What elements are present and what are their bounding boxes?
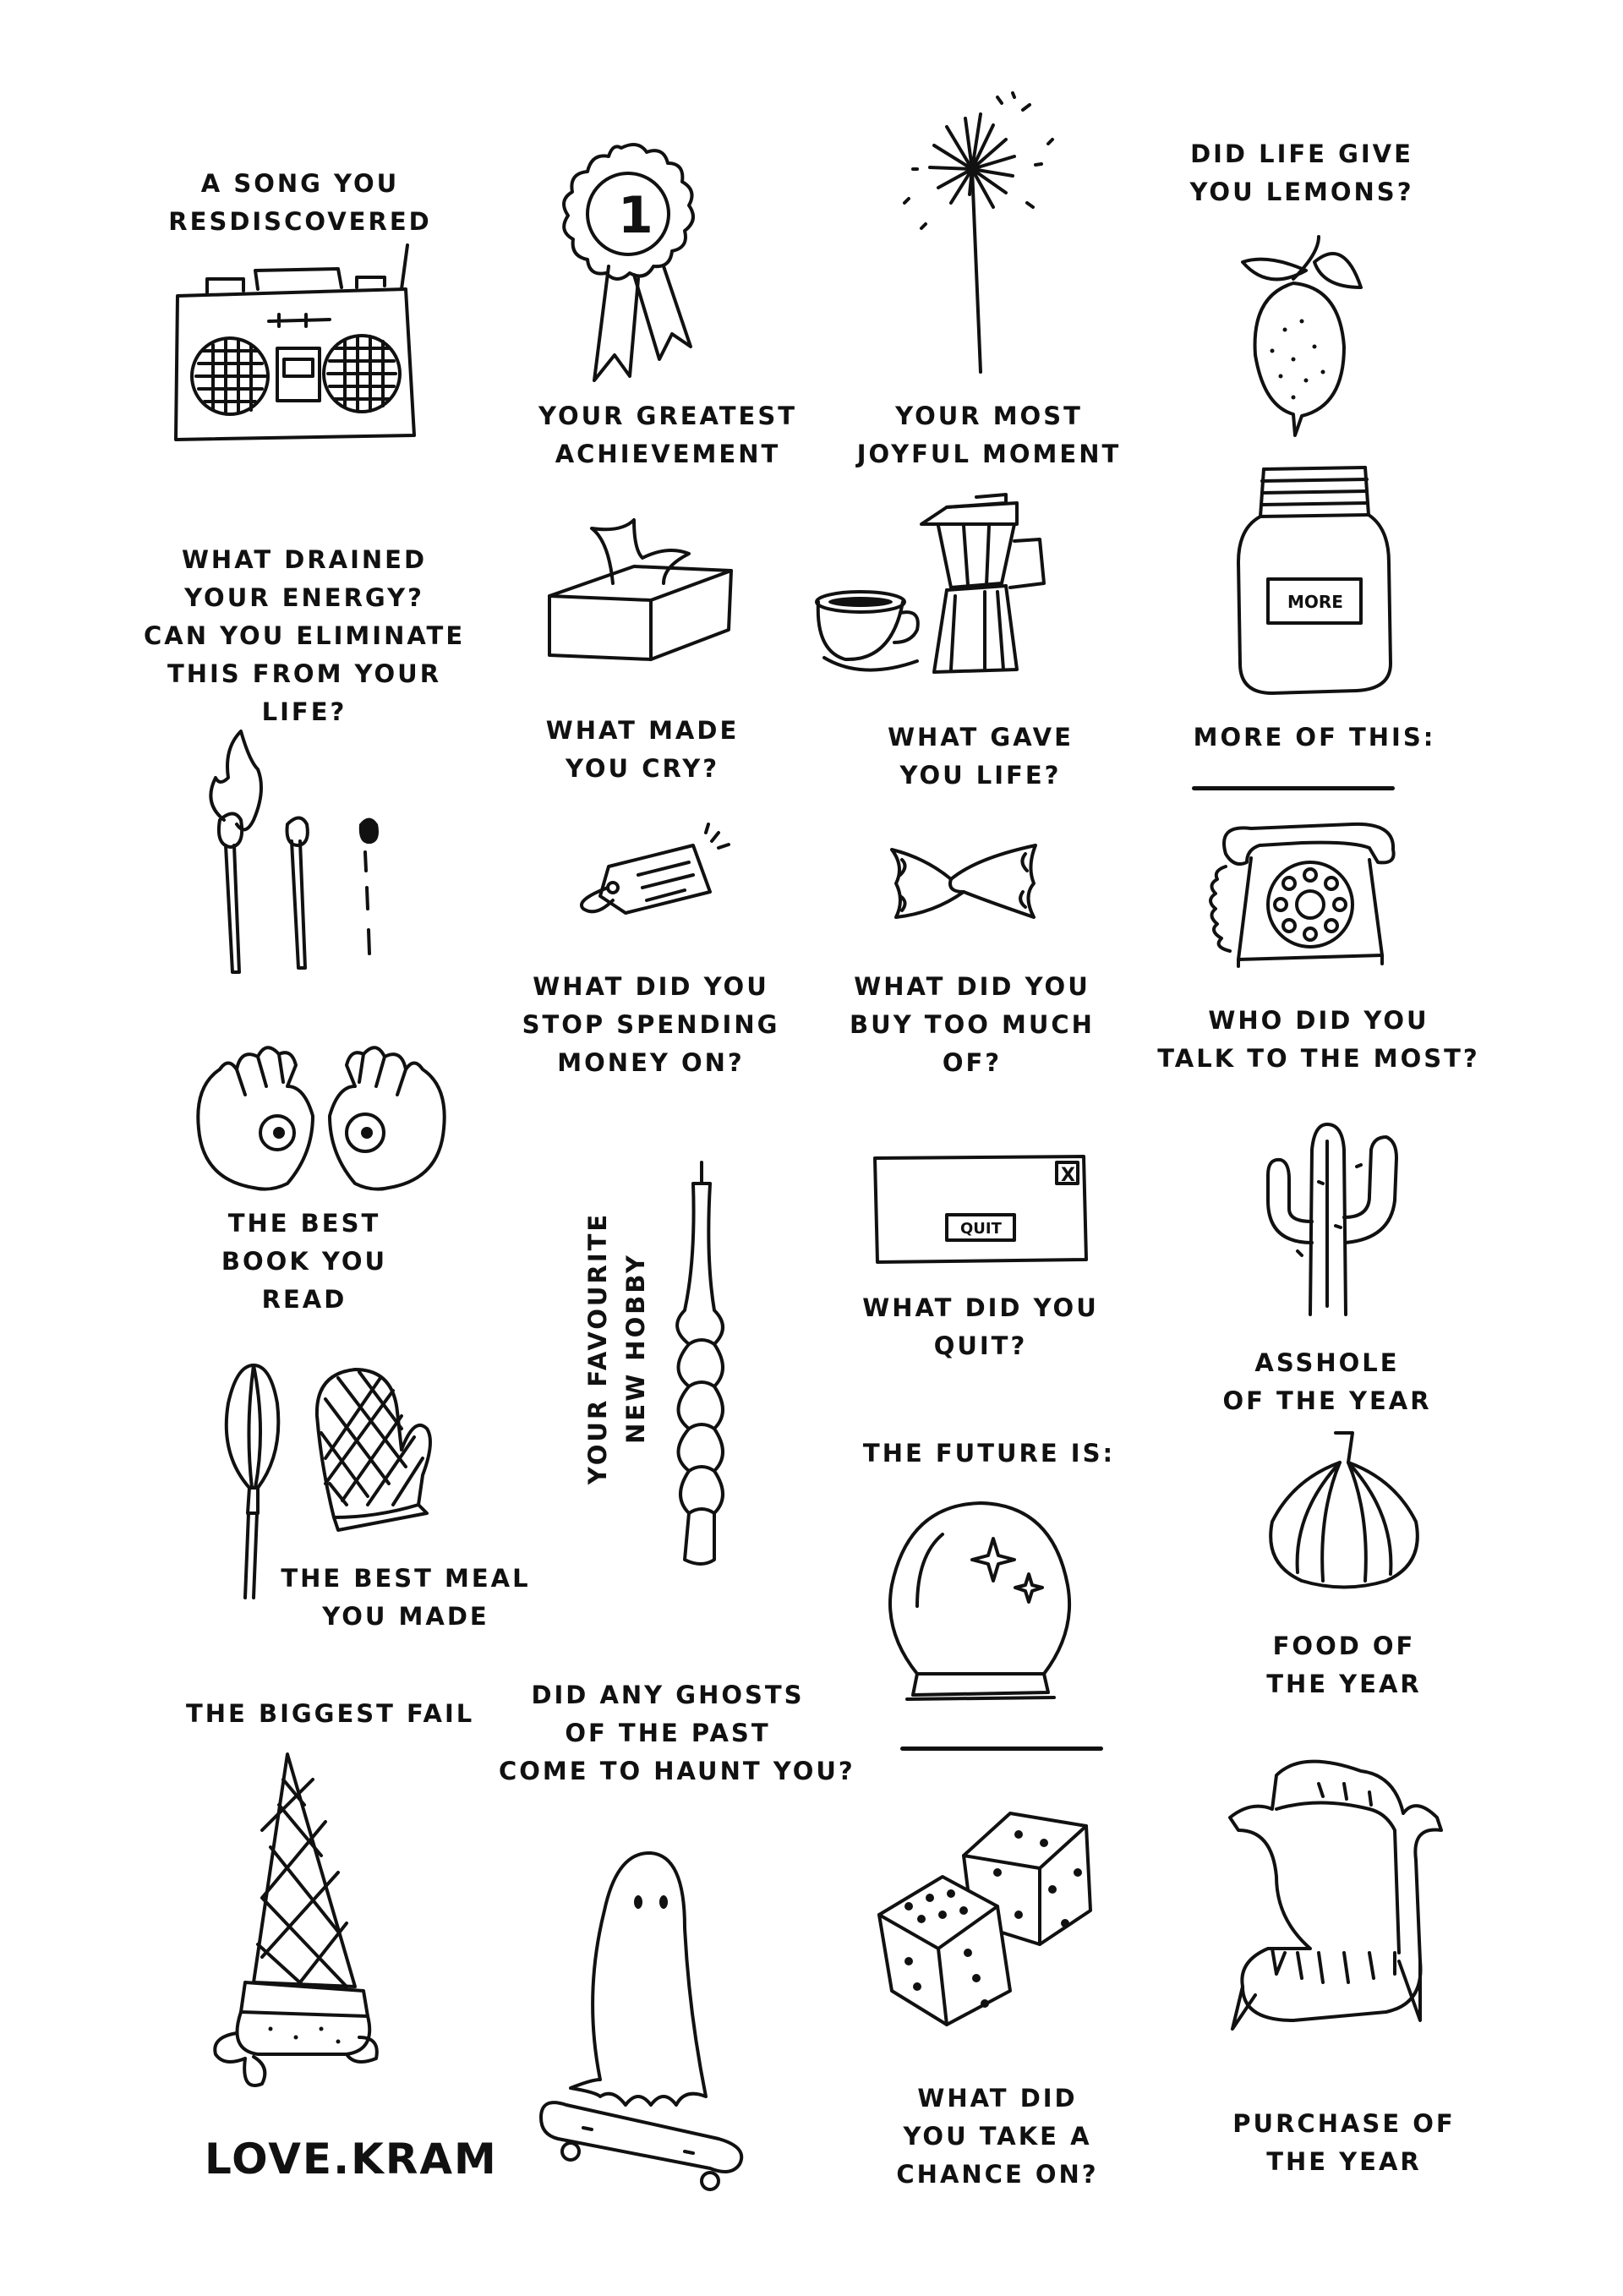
label-future: THE FUTURE IS: bbox=[862, 1439, 1116, 1468]
label-joyful: YOUR MOST JOYFUL MOMENT bbox=[856, 402, 1122, 468]
label-gave-life: WHAT GAVE YOU LIFE? bbox=[888, 723, 1074, 790]
label-lemons: DID LIFE GIVE YOU LEMONS? bbox=[1189, 139, 1414, 206]
skateboard-icon bbox=[533, 2092, 752, 2194]
lemon-icon bbox=[1234, 237, 1403, 440]
label-quit: WHAT DID YOU QUIT? bbox=[862, 1293, 1099, 1360]
price-tag-icon bbox=[566, 824, 735, 926]
dice-icon bbox=[871, 1796, 1124, 2033]
label-purchase: PURCHASE OF THE YEAR bbox=[1232, 2109, 1456, 2176]
label-meal: THE BEST MEAL YOU MADE bbox=[281, 1564, 531, 1631]
answer-line-future bbox=[900, 1747, 1103, 1751]
label-talk-to: WHO DID YOU TALK TO THE MOST? bbox=[1157, 1006, 1480, 1073]
label-hobby: YOUR FAVOURITE NEW HOBBY bbox=[583, 1211, 650, 1485]
candle-icon bbox=[664, 1158, 740, 1572]
boombox-icon bbox=[161, 237, 431, 448]
label-food: FOOD OF THE YEAR bbox=[1266, 1632, 1422, 1698]
jar-icon bbox=[1230, 461, 1399, 697]
label-buy-too-much: WHAT DID YOU BUY TOO MUCH OF? bbox=[850, 972, 1095, 1077]
moka-pot-icon bbox=[917, 490, 1069, 685]
ice-cream-cone-icon bbox=[211, 1746, 380, 2101]
label-chance: WHAT DID YOU TAKE A CHANCE ON? bbox=[896, 2084, 1099, 2189]
matches-icon bbox=[190, 727, 410, 981]
crystal-ball-icon bbox=[883, 1496, 1078, 1716]
label-song: A SONG YOU RESDISCOVERED bbox=[168, 169, 432, 236]
oven-mitt-icon bbox=[309, 1365, 444, 1534]
medal-icon bbox=[545, 139, 697, 393]
label-fail: THE BIGGEST FAIL bbox=[186, 1699, 475, 1728]
answer-line-more bbox=[1192, 786, 1395, 790]
jar-label: MORE bbox=[1287, 592, 1343, 612]
label-asshole: ASSHOLE OF THE YEAR bbox=[1222, 1348, 1432, 1415]
quit-button[interactable]: QUIT bbox=[960, 1220, 1002, 1238]
hands-eyes-icon bbox=[186, 1036, 456, 1196]
ghost-icon bbox=[566, 1843, 710, 2113]
cactus-icon bbox=[1251, 1116, 1420, 1319]
label-book: THE BEST BOOK YOU READ bbox=[221, 1209, 388, 1314]
label-more: MORE OF THIS: bbox=[1193, 723, 1436, 752]
quit-window-icon bbox=[871, 1154, 1090, 1264]
whisk-icon bbox=[220, 1361, 287, 1606]
label-stop-spending: WHAT DID YOU STOP SPENDING MONEY ON? bbox=[522, 972, 780, 1077]
garlic-icon bbox=[1260, 1429, 1429, 1598]
tissue-box-icon bbox=[541, 516, 744, 685]
bow-pasta-icon bbox=[883, 833, 1044, 934]
vampire-teeth-icon bbox=[1192, 1750, 1471, 2054]
rotary-phone-icon bbox=[1200, 816, 1420, 976]
label-drained: WHAT DRAINED YOUR ENERGY? CAN YOU ELIMINATE THIS FROM YOUR LIFE? bbox=[144, 545, 466, 726]
brand-logo: LOVE.KRAM bbox=[205, 2135, 498, 2184]
window-close-glyph[interactable]: X bbox=[1061, 1165, 1075, 1186]
medal-number: 1 bbox=[618, 186, 653, 245]
sparkler-icon bbox=[888, 93, 1082, 372]
label-achievement: YOUR GREATEST ACHIEVEMENT bbox=[538, 402, 797, 468]
label-ghosts: DID ANY GHOSTS OF THE PAST COME TO HAUNT YOU? bbox=[499, 1681, 855, 1785]
label-cry: WHAT MADE YOU CRY? bbox=[545, 716, 740, 783]
